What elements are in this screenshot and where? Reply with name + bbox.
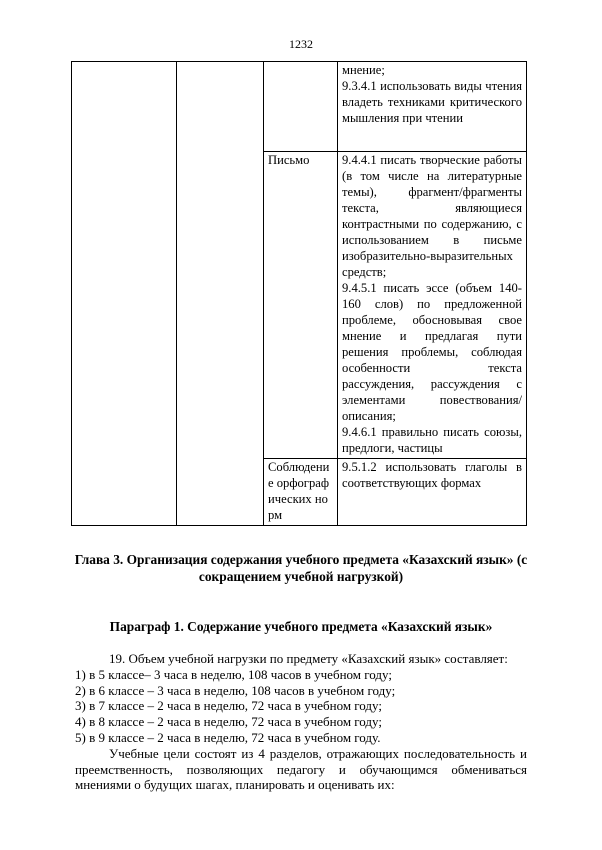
learning-objectives: 9.5.1.2 использовать глаголы в соответствующих формах	[342, 460, 522, 490]
objectives-cell	[338, 459, 527, 526]
table-cell-empty	[72, 62, 177, 526]
load-intro: 19. Объем учебной нагрузки по предмету «Казахский язык» составляет:	[109, 651, 508, 666]
list-item: 5) в 9 классе – 2 часа в неделю, 72 часа в учебном году.	[75, 729, 381, 745]
objectives-cell	[338, 152, 527, 459]
list-item: 4) в 8 классе – 2 часа в неделю, 72 часа в учебном году;	[75, 714, 382, 730]
list-item: 1) в 5 классе– 3 часа в неделю, 108 часов в учебном году;	[75, 666, 392, 682]
paragraph-title: Параграф 1. Содержание учебного предмета «Казахский язык»	[109, 619, 493, 634]
section-name: Соблюдение орфографических норм	[268, 460, 330, 522]
section-cell	[264, 62, 338, 152]
page-number: 1232	[289, 37, 313, 51]
objectives-cell	[338, 62, 527, 152]
list-item: 2) в 6 классе – 3 часа в неделю, 108 часов в учебном году;	[75, 682, 396, 698]
goals-paragraph: Учебные цели состоят из 4 разделов, отражающих последовательность и преемственность, позволяющих педагогу и обучающимся обмениваться мнениями о будущих шагах, планировать и оценивать их:	[75, 745, 527, 793]
load-list	[75, 667, 527, 746]
list-item: 3) в 7 классе – 2 часа в неделю, 72 часа в учебном году;	[75, 698, 382, 714]
section-cell	[264, 152, 338, 459]
learning-objectives: 9.4.4.1 писать творческие работы (в том числе на литературные темы), фрагмент/фрагменты текста, являющиеся контрастными по содержанию, с использованием в письме изобразительно-выразительных средств; 9.4.5.1 писать эссе (объем 140-160 слов) по предложенной проблеме, обосновывая свое мнение и предлагая пути решения проблемы, соблюдая особенности текста рассуждения, рассуждения с элементами повествования/ описания; 9.4.6.1 правильно писать союзы, предлоги, частицы	[342, 153, 522, 455]
curriculum-table	[71, 61, 527, 526]
table-cell-empty	[177, 62, 264, 526]
chapter-title: Глава 3. Организация содержания учебного предмета «Казахский язык» (с сокращением учебной нагрузкой)	[74, 552, 528, 584]
body-text	[75, 651, 527, 793]
table-row	[72, 62, 527, 152]
learning-objectives: мнение; 9.3.4.1 использовать виды чтения владеть техниками критического мышления при чтении	[342, 63, 522, 125]
section-cell	[264, 459, 338, 526]
section-name: Письмо	[268, 153, 310, 167]
